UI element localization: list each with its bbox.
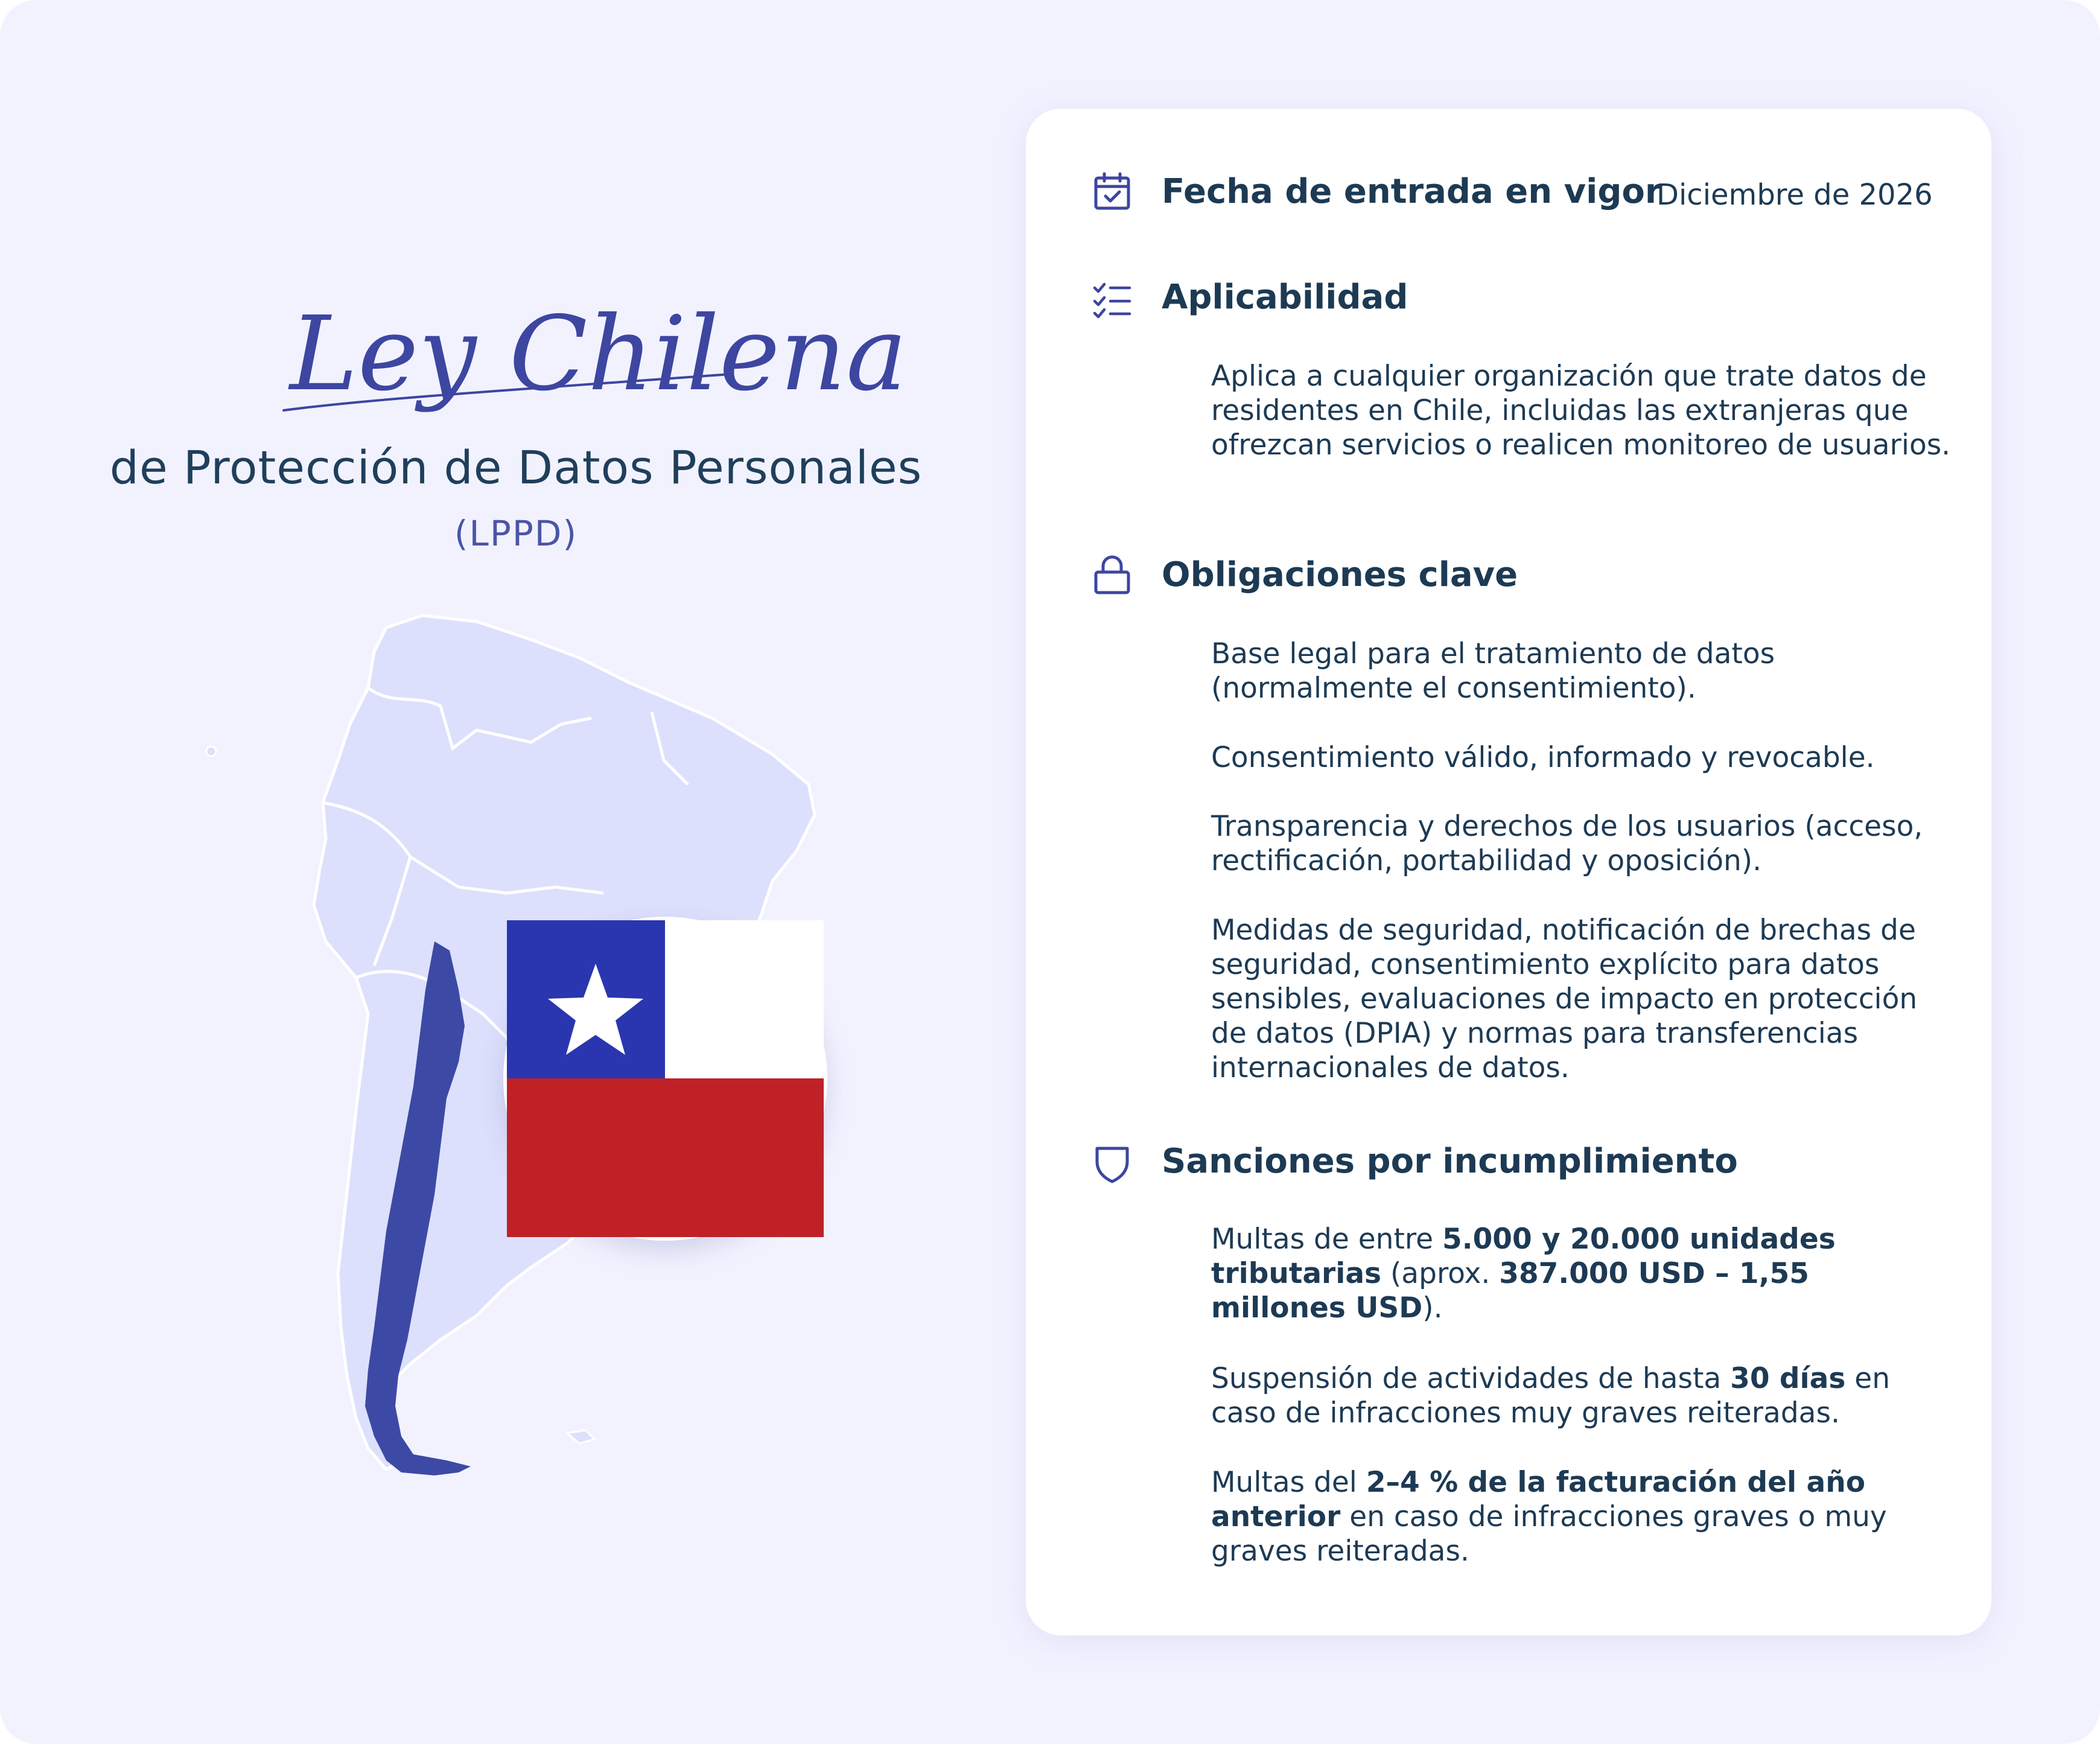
lock-icon (1092, 555, 1132, 595)
sanction-item-suspension: Suspensión de actividades de hasta 30 días en caso de infracciones muy graves reiteradas. (1211, 1362, 1890, 1430)
obligation-item: Base legal para el tratamiento de datos (normalmente el consentimiento). (1211, 637, 1775, 705)
obligation-item: Transparencia y derechos de los usuarios (acceso, rectificación, portabilidad y oposición). (1211, 810, 1923, 877)
sanctions-heading: Sanciones por incumplimiento (1162, 1142, 1738, 1181)
info-card (1026, 109, 1991, 1635)
obligations-heading: Obligaciones clave (1162, 555, 1518, 594)
sanction-item-turnover: Multas del 2–4 % de la facturación del año anterior en caso de infracciones graves o muy graves reiteradas. (1211, 1466, 1887, 1568)
law-acronym: (LPPD) (454, 513, 578, 554)
checklist-icon (1092, 281, 1132, 320)
effective-date-heading: Fecha de entrada en vigor (1162, 172, 1662, 211)
script-title-text: Ley Chilena (290, 294, 908, 414)
obligation-item: Consentimiento válido, informado y revocable. (1211, 741, 1875, 774)
sanction-item-fines: Multas de entre 5.000 y 20.000 unidades tributarias (aprox. 387.000 USD – 1,55 millones USD). (1211, 1223, 1836, 1325)
chile-flag (507, 920, 824, 1237)
applicability-text: Aplica a cualquier organización que trate datos de residentes en Chile, incluidas las extranjeras que ofrezcan servicios o realicen monitoreo de usuarios. (1211, 360, 1951, 462)
shield-icon (1092, 1144, 1132, 1183)
effective-date-value: Diciembre de 2026 (1656, 178, 1933, 212)
applicability-heading: Aplicabilidad (1162, 278, 1408, 317)
calendar-check-icon (1092, 172, 1132, 212)
obligation-item: Medidas de seguridad, notificación de brechas de seguridad, consentimiento explícito para datos sensibles, evaluaciones de impacto en protección de datos (DPIA) y normas para transferencias internacionales de datos. (1211, 914, 1918, 1084)
page-subtitle: de Protección de Datos Personales (109, 441, 923, 494)
script-title (284, 284, 908, 441)
